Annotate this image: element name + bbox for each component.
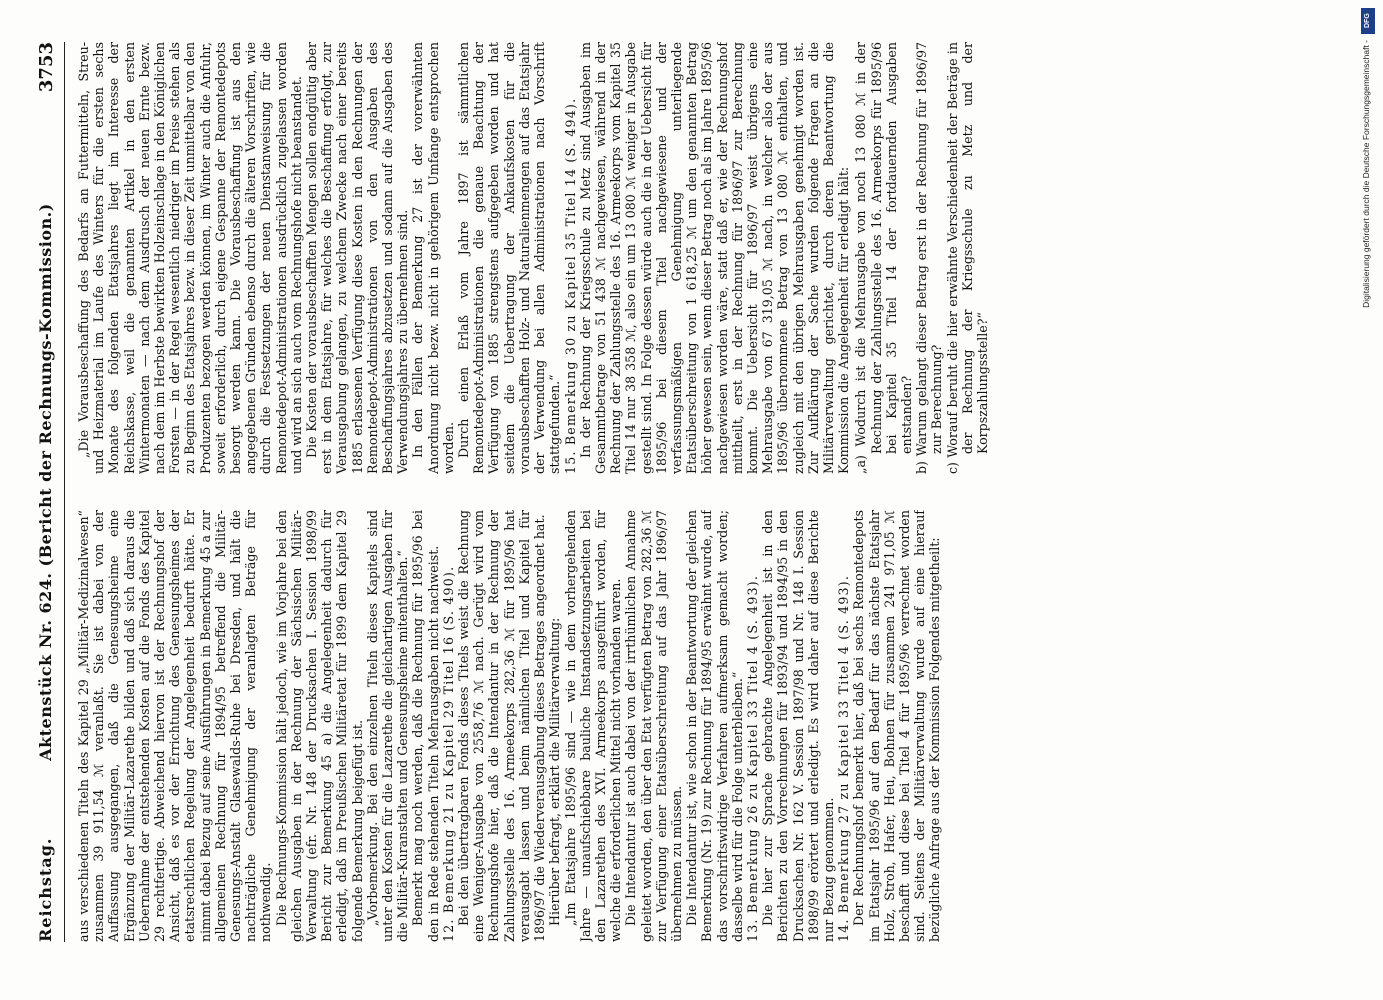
paragraph: „Im Etatsjahre 1895/96 sind — wie in dem vorhergehenden Jahre — unaufschiebbare bauliche Instandsetzungsarbeiten bei den Lazarethen des XVI. Armeekorps ausgeführt worden, für welche die erforderlichen Mittel nicht vorhanden waren.: [562, 510, 624, 942]
header-document-title: Aktenstück Nr. 624. (Bericht der Rechnungs-Kommission.): [36, 203, 55, 761]
right-text-column: [76, 42, 1286, 474]
section-heading-15: 15. Bemerkung 30 zu Kapitel 35 Titel 14 (S. 494).: [562, 97, 578, 474]
paragraph: Die Intendantur ist auch dabei von der irrthümlichen Annahme geleitet worden, den über den Etat verfügten Betrag von 282,36 ℳ zur Verfügung einer Etatsüberschreitung auf das Jahr 1896/97 übernehmen zu müssen.: [623, 510, 684, 942]
section-heading-12: 12. Bemerkung 21 zu Kapitel 29 Titel 16 (S. 490).: [440, 565, 456, 942]
paragraph: „Vorbemerkung. Bei den einzelnen Titeln dieses Kapitels sind unter den Kosten für die Lazarethe die gleichartigen Ausgaben für die Militär-Kuranstalten und Genesungsheime mitenthalten.“: [364, 510, 411, 942]
section-heading-14: 14. Bemerkung 27 zu Kapitel 33 Titel 4 (S. 493).: [836, 574, 852, 942]
paragraph: Die Kosten der vorausbeschafften Mengen sollen endgültig aber erst in dem Etatsjahre, für welches die Beschaffung erfolgt, zur Verausgabung gelangen, zu welchem Zwecke nach einer bereits 1885 erlassenen Verfügung diese Kosten in den Rechnungen der Remontedepot-Administrationen von den Ausgaben des Beschaffungsjahres abzusetzen und sodann auf die Ausgaben des Verwendungsjahres zu übernehmen sind.: [304, 42, 411, 474]
paragraph: „Die Vorausbeschaffung des Bedarfs an Futtermitteln, Streu- und Heizmaterial im Laufe des Winters für die ersten sechs Monate des folgenden Etatsjahres liegt im Interesse der Reichskasse, weil die genannten Artikel in den ersten Wintermonaten — nach dem Ausdrusch der neuen Ernte bezw. nach dem im Herbste bewirkten Holzeinschlage in den Königlichen Forsten — in der Regel wesentlich niedriger im Preise stehen als zu Beginn des Etatsjahres bezw. in dieser Zeit unmittelbar von den Produzenten bezogen werden können, im Winter auch die Anfuhr, soweit erforderlich, durch eigene Gespanne der Remontedepots besorgt werden kann. Die Vorausbeschaffung ist aus den angegebenen Gründen ebenso durch die älteren Vorschriften, wie durch die Festsetzungen der neuen Dienstanweisung für die Remontedepot-Administrationen ausdrücklich zugelassen worden und wird an sich auch vom Rechnungshofe nicht beanstandet.: [76, 42, 304, 474]
paragraph: Die Rechnungs-Kommission hält jedoch, wie im Vorjahre bei den gleichen Ausgaben in der Rechnung der Sächsischen Militär-Verwaltung (efr. Nr. 148 der Drucksachen I. Session 1898/99 Bericht zur Bemerkung 45 a) die Angelegenheit dadurch für erledigt, daß im Preußischen Militäretat für 1899 dem Kapitel 29 folgende Bemerkung beigefügt ist.: [273, 510, 365, 942]
digitization-note: [1356, 40, 1376, 1000]
running-header: [36, 42, 62, 942]
paragraph: Bemerkt mag noch werden, daß die Rechnung für 1895/96 bei den in Rede stehenden Titeln Mehrausgaben nicht nachweist.: [410, 510, 441, 942]
digitization-note-text: Digitalisierung gefördert durch die Deutsche Forschungsgemeinschaft -: [1361, 40, 1371, 308]
question-c: c) Worauf beruht die hier erwähnte Verschiedenheit der Beträge in der Rechnung der Kriegsschule zu Metz und der Korpszahlungsstelle?“: [944, 42, 990, 474]
question-b: b) Warum gelangt dieser Betrag erst in der Rechnung für 1896/97 zur Berechnung?: [914, 42, 945, 474]
paragraph: In der Rechnung der Kriegsschule zu Metz sind Ausgaben im Gesammtbetrage von 51 438 ℳ nachgewiesen, während in der Rechnung der Zahlungsstelle des 16. Armeekorps vom Kapitel 35 Titel 14 nur 38 358 ℳ, also ein um 13 080 ℳ weniger in Ausgabe gestellt sind. In Folge dessen würde auch die in der Uebersicht für 1895/96 bei diesem Titel nachgewiesene und der verfassungsmäßigen Genehmigung unterliegende Etatsüberschreitung von 1 618,25 ℳ um den genannten Betrag höher gewesen sein, wenn dieser Betrag noch als im Jahre 1895/96 nachgewiesen worden wäre, statt daß er, wie der Rechnungshof mittheilt, erst in der Rechnung für 1896/97 zur Berechnung kommt. Die Uebersicht für 1896/97 weist übrigens eine Mehrausgabe von 67 319,05 ℳ nach, in welcher also der aus 1895/96 übernommene Betrag von 13 080 ℳ enthalten, und zugleich mit den übrigen Mehrausgaben genehmigt worden ist. Zur Aufklärung der Sache wurden folgende Fragen an die Militärverwaltung gerichtet, durch deren Beantwortung die Kommission die Angelegenheit für erledigt hält:: [577, 42, 852, 474]
page-number: 3753: [36, 42, 57, 93]
paragraph: Durch einen Erlaß vom Jahre 1897 ist sämmtlichen Remontedepot-Administrationen die genaue Beachtung der Verfügung von 1885 strengstens aufgegeben worden und hat seitdem die Uebertragung der Ankaufskosten für die vorausbeschafften Holz- und Naturalienmengen auf das Etatsjahr der Verwendung bei allen Administrationen nach Vorschrift stattgefunden.“: [456, 42, 563, 474]
header-reichstag: Reichstag.: [36, 837, 55, 942]
question-list: [853, 42, 990, 474]
paragraph: aus verschiedenen Titeln des Kapitel 29 „Militär-Medizinalwesen“ zusammen 39 911,54 ℳ veranlaßt. Sie ist dabei von der Auffassung ausgegangen, daß die Genesungsheime eine Ergänzung der Militär-Lazarethe bilden und daß sich daraus die Uebernahme der entstehenden Kosten auf die Fonds des Kapitel 29 rechtfertige. Abweichend hiervon ist der Rechnungshof der Ansicht, daß es vor der Errichtung des Genesungsheimes der etatsrechtlichen Regelung der Angelegenheit bedurft hätte. Er nimmt dabei Bezug auf seine Ausführungen in Bemerkung 45 a zur allgemeinen Rechnung für 1894/95 betreffend die Militär-Genesungs-Anstalt Glasewalds-Ruhe bei Dresden, und hält die nachträgliche Genehmigung der veranlagten Beträge für nothwendig.: [76, 510, 274, 942]
section-heading-13: 13. Bemerkung 26 zu Kapitel 33 Titel 4 (S. 493).: [744, 574, 760, 942]
left-text-column: [76, 510, 1286, 942]
paragraph: In den Fällen der Bemerkung 27 ist der vorerwähnten Anordnung nicht bezw. nicht in gehörigem Umfange entsprochen worden.: [410, 42, 456, 474]
paragraph: Die hier zur Sprache gebrachte Angelegenheit ist in den Berichten zu den Vorrechnungen für 1893/94 und 1894/95 in den Drucksachen Nr. 162 V. Session 1897/98 und Nr. 148 I. Session 1898/99 erörtert und erledigt. Es wird daher auf diese Berichte nur Bezug genommen.: [760, 510, 836, 942]
paragraph: Die Intendantur ist, wie schon in der Beantwortung der gleichen Bemerkung (Nr. 19) zur Rechnung für 1894/95 erwähnt wurde, auf das vorschriftswidrige Verfahren aufmerksam gemacht worden; dasselbe wird für die Folge unterbleiben.“: [684, 510, 745, 942]
question-a: „a) Wodurch ist die Mehrausgabe von noch 13 080 ℳ in der Rechnung der Zahlungsstelle des 16. Armeekorps für 1895/96 bei Kapitel 35 Titel 14 der fortdauernden Ausgaben entstanden?: [853, 42, 914, 474]
paragraph: Bei den übertragbaren Fonds dieses Titels weist die Rechnung eine Weniger-Ausgabe von 2558,76 ℳ nach. Gerügt wird vom Rechnungshofe hier, daß die Intendantur in der Rechnung der Zahlungsstelle des 16. Armeekorps 282,36 ℳ für 1895/96 hat verausgabt lassen und beim nämlichen Titel und Kapitel für 1896/97 die Wiederverausgabung dieses Betrages angeordnet hat.: [456, 510, 548, 942]
page-content: [36, 42, 1306, 942]
paragraph: Der Rechnungshof bemerkt hier, daß bei sechs Remontedepots im Etatsjahr 1895/96 auf den Bedarf für das nächste Etatsjahr Holz, Stroh, Hafer, Heu, Bohnen für zusammen 241 971,05 ℳ beschafft und diese bei Titel 4 für 1895/96 verrechnet worden sind. Seitens der Militärverwaltung wurde auf eine hierauf bezügliche Anfrage aus der Kommission Folgendes mitgetheilt:: [851, 510, 943, 942]
paragraph: Hierüber befragt, erklärt die Militärverwaltung:: [547, 617, 563, 926]
dfg-logo: DFG: [1361, 8, 1375, 34]
header-rule: [64, 42, 65, 942]
